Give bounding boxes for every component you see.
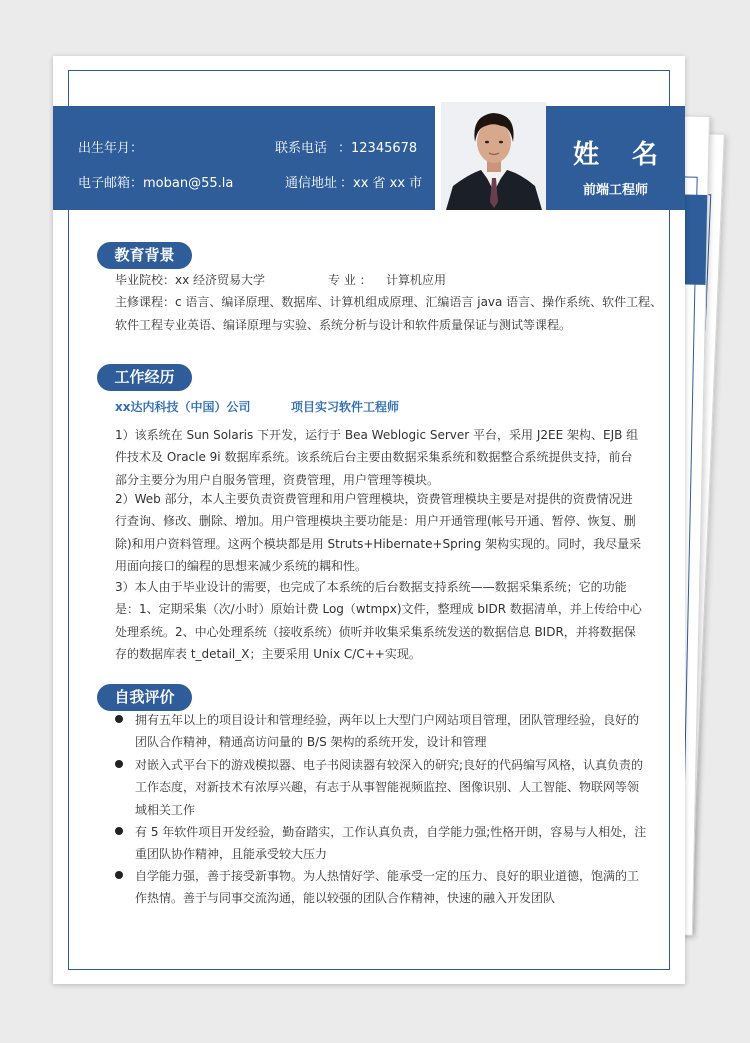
bullet-dot-icon	[115, 715, 123, 723]
self-item: 对嵌入式平台下的游戏模拟器、电子书阅读器有较深入的研究;良好的代码编写风格，认真负责的工作态度，对新技术有浓厚兴趣，有志于从事智能视频监控、图像识别、人工智能、物联网等领域相关工作	[135, 758, 644, 817]
education-school: 毕业院校：xx 经济贸易大学	[115, 273, 266, 287]
bullet-dot-icon	[115, 760, 123, 768]
section-heading-work: 工作经历	[97, 364, 192, 391]
self-item: 拥有五年以上的项目设计和管理经验，两年以上大型门户网站项目管理，团队管理经验，良好的团队合作精神，精通高访问量的 B/S 架构的系统开发，设计和管理	[135, 713, 640, 750]
self-item: 有 5 年软件项目开发经验，勤奋踏实，工作认真负责，自学能力强;性格开朗，容易与人相处，注重团队协作精神，且能承受较大压力	[135, 825, 647, 862]
education-courses: 主修课程：c 语言、编译原理、数据库、计算机组成原理、汇编语言 java 语言、操作系统、软件工程、	[115, 295, 663, 309]
address-value: ：xx 省 xx 市	[340, 176, 423, 191]
phone-label: 联系电话	[275, 141, 328, 156]
name-box	[546, 106, 685, 210]
header-info-band	[53, 106, 435, 210]
work-item: 2）Web 部分，本人主要负责资费管理和用户管理模块，资费管理模块主要是对提供的资费情况进行查询、修改、删除、增加。用户管理模块主要功能是：用户开通管理(帐号开通、暂停、恢复、删除)和用户资料管理。这两个模块都是用 Struts+Hibernate+Spring 架构实现的。同时，我尽量采用面向接口的编程的思想来减少系统的耦和性。	[115, 492, 642, 574]
email-label: 电子邮箱：moban@55.la	[78, 176, 234, 191]
birth-label: 出生年月：	[78, 141, 144, 156]
work-company: xx达内科技（中国）公司	[115, 400, 251, 414]
avatar-icon	[441, 102, 547, 210]
education-major-label: 专 业 ：	[328, 273, 372, 287]
bullet-dot-icon	[115, 827, 123, 835]
job-title: 前端工程师	[582, 183, 648, 198]
education-major-value: 计算机应用	[386, 273, 447, 287]
address-label: 通信地址	[285, 176, 338, 191]
self-item: 自学能力强，善于接受新事物。为人热情好学、能承受一定的压力、良好的职业道德，饱满的工作热情。善于与同事交流沟通，能以较强的团队合作精神，快速的融入开发团队	[135, 869, 640, 906]
bullet-dot-icon	[115, 871, 123, 879]
work-position: 项目实习软件工程师	[291, 400, 400, 414]
education-courses-cont: 软件工程专业英语、编译原理与实验、系统分析与设计和软件质量保证与测试等课程。	[115, 318, 572, 332]
work-item: 1）该系统在 Sun Solaris 下开发，运行于 Bea Weblogic Server 平台，采用 J2EE 架构、EJB 组件技术及 Oracle 9i 数据库系统。该系统后台主要由数据采集系统和数据整合系统提供支持，前台部分主要分为用户自服务管理，资费管理，用户管理等模块。	[115, 428, 639, 487]
section-heading-self: 自我评价	[97, 684, 192, 711]
profile-photo	[441, 102, 547, 210]
resume-page	[53, 56, 685, 984]
applicant-name: 姓 名	[572, 140, 671, 170]
phone-value: ：12345678	[338, 141, 418, 156]
section-heading-education: 教育背景	[97, 242, 192, 269]
work-item: 3）本人由于毕业设计的需要，也完成了本系统的后台数据支持系统——数据采集系统；它的功能是：1、定期采集（次/小时）原始计费 Log（wtmpx)文件，整理成 bIDR 数据清单，并上传给中心处理系统。2、中心处理系统（接收系统）侦听并收集采集系统发送的数据信息 BIDR，并将数据保存的数据库表 t_detail_X；主要采用 Unix C/C++实现。	[115, 580, 642, 662]
